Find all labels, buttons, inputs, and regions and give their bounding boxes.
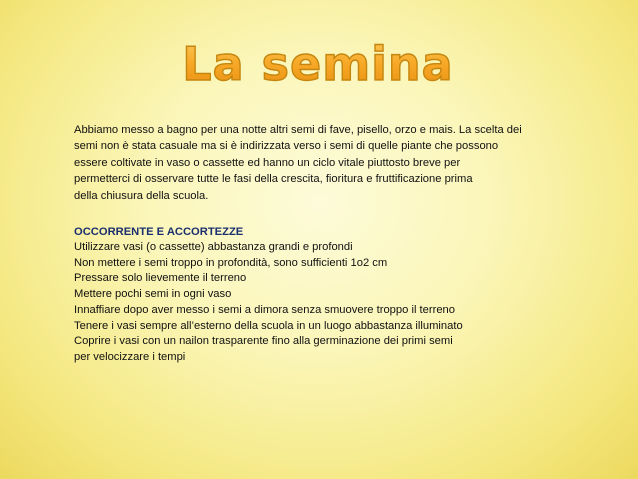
slide-title [178, 34, 458, 94]
intro-paragraph: Abbiamo messo a bagno per una notte altri semi di fave, pisello, orzo e mais. La scelta dei semi non è stata casuale ma si è indirizzata verso i semi di quelle piante che possono essere coltivate in vaso o cassette ed hanno un ciclo vitale piuttosto breve per permetterci di osservare tutte le fasi della crescita, fioritura e fruttificazione prima della chiusura della scuola. [74, 124, 522, 202]
list-item: Non mettere i semi troppo in profondità, sono sufficienti 1o2 cm [74, 256, 388, 269]
list-item: Utilizzare vasi (o cassette) abbastanza grandi e profondi [74, 241, 353, 253]
list-item: Pressare solo lievemente il terreno [74, 272, 247, 285]
slide-title-text: La semina [182, 37, 454, 91]
section-heading: OCCORRENTE E ACCORTEZZE [74, 226, 244, 238]
list-item: Mettere pochi semi in ogni vaso [74, 288, 232, 301]
instructions-list [74, 240, 614, 366]
list-item: Tenere i vasi sempre all’esterno della scuola in un luogo abbastanza illuminato [74, 319, 463, 332]
list-item: Innaffiare dopo aver messo i semi a dimora senza smuovere troppo il terreno [74, 303, 455, 316]
list-item: per velocizzare i tempi [74, 350, 186, 363]
list-item: Coprire i vasi con un nailon trasparente fino alla germinazione dei primi semi [74, 335, 453, 348]
